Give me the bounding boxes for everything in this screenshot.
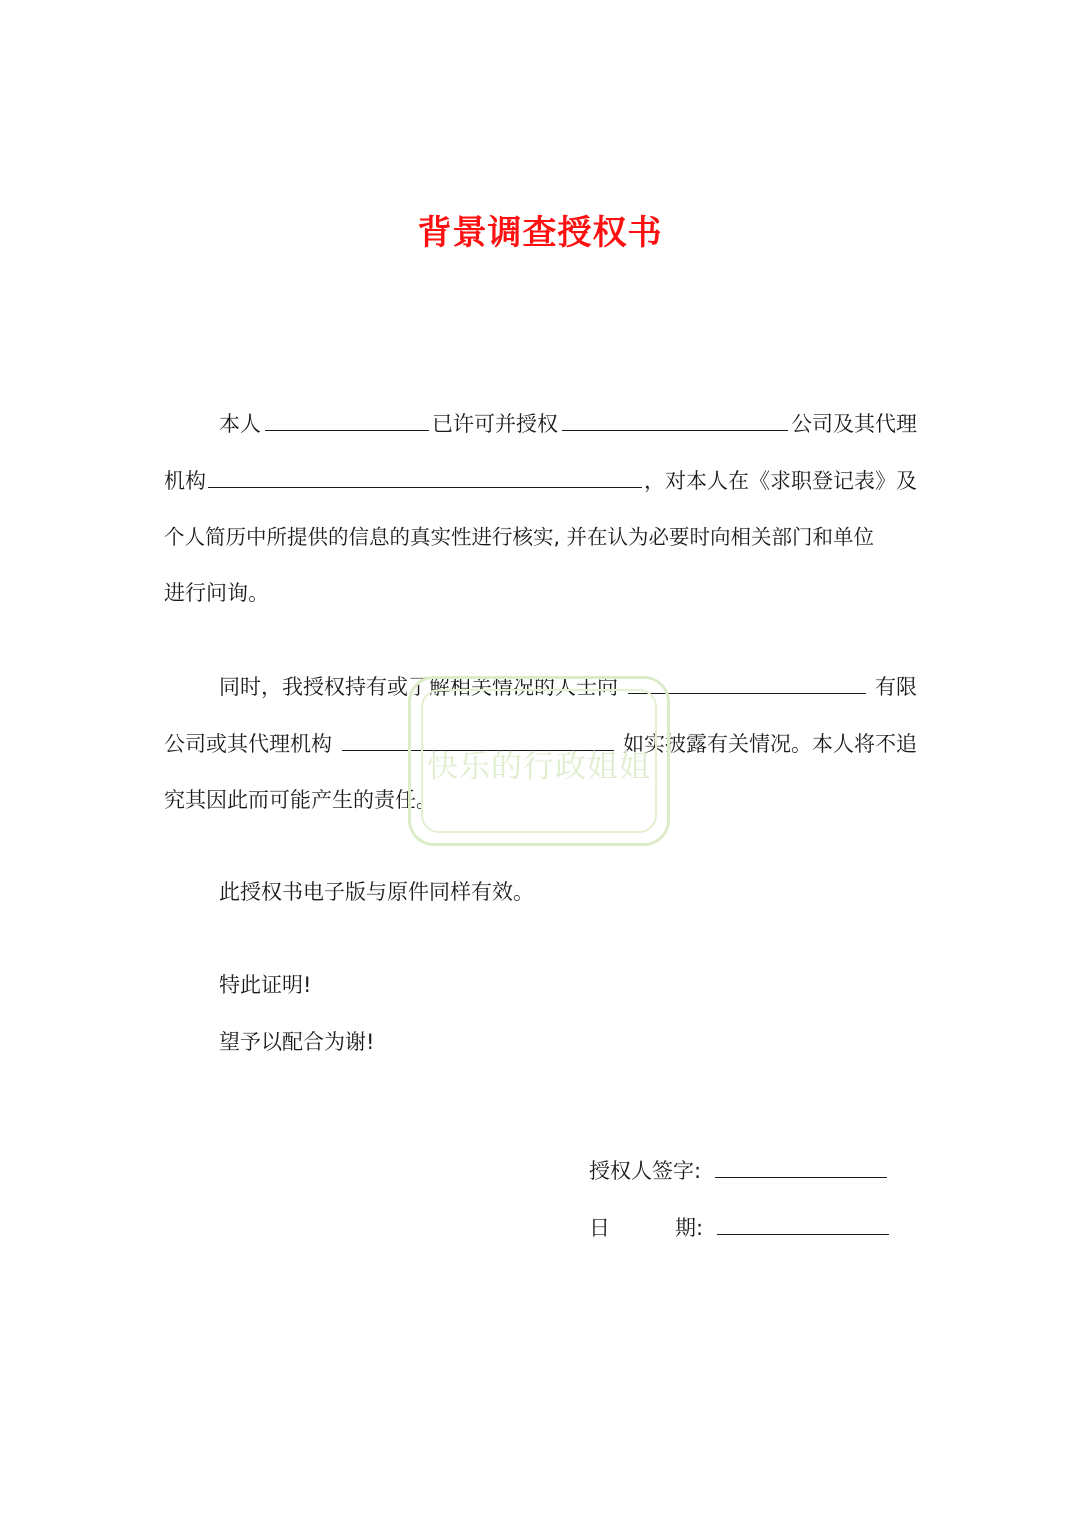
signer-label: 授权人签字:	[589, 1159, 702, 1183]
name-blank[interactable]	[265, 408, 429, 431]
agency-blank[interactable]	[208, 465, 642, 488]
signer-row	[589, 1155, 887, 1186]
document-title: 背景调查授权书	[417, 213, 663, 253]
date-row	[589, 1212, 889, 1243]
watermark-stamp	[408, 676, 670, 846]
para1-line2	[164, 465, 917, 496]
para1-text-e: ，对本人在《求职登记表》及	[644, 469, 917, 493]
para1-text-a: 本人	[219, 412, 261, 436]
para2-text-d: 如实披露有关情况。本人将不追	[623, 732, 917, 756]
company-blank[interactable]	[562, 408, 788, 431]
para2-line3: 究其因此而可能产生的责任。	[164, 788, 437, 812]
para2-text-b: 有限	[875, 675, 917, 699]
para1-line3: 个人简历中所提供的信息的真实性进行核实, 并在认为必要时向相关部门和单位	[164, 525, 875, 549]
date-blank[interactable]	[717, 1212, 889, 1235]
date-label-1: 日	[589, 1216, 610, 1240]
para4: 特此证明!	[219, 973, 312, 997]
para1-text-b: 已许可并授权	[432, 412, 558, 436]
para1-line1	[164, 408, 917, 439]
watermark-text: 快乐的行政姐姐	[427, 749, 651, 785]
date-label-2: 期:	[675, 1216, 704, 1240]
para1-text-c: 公司及其代理	[791, 412, 917, 436]
para3: 此授权书电子版与原件同样有效。	[219, 880, 534, 904]
para1-text-d: 机构	[164, 469, 206, 493]
para2-text-c: 公司或其代理机构	[164, 732, 332, 756]
para2-text-a: 同时，我授权持有或了解相关情况的人士向	[219, 675, 618, 699]
para5: 望予以配合为谢!	[219, 1030, 375, 1054]
signature-blank[interactable]	[715, 1155, 887, 1178]
para1-line4: 进行问询。	[164, 581, 269, 605]
